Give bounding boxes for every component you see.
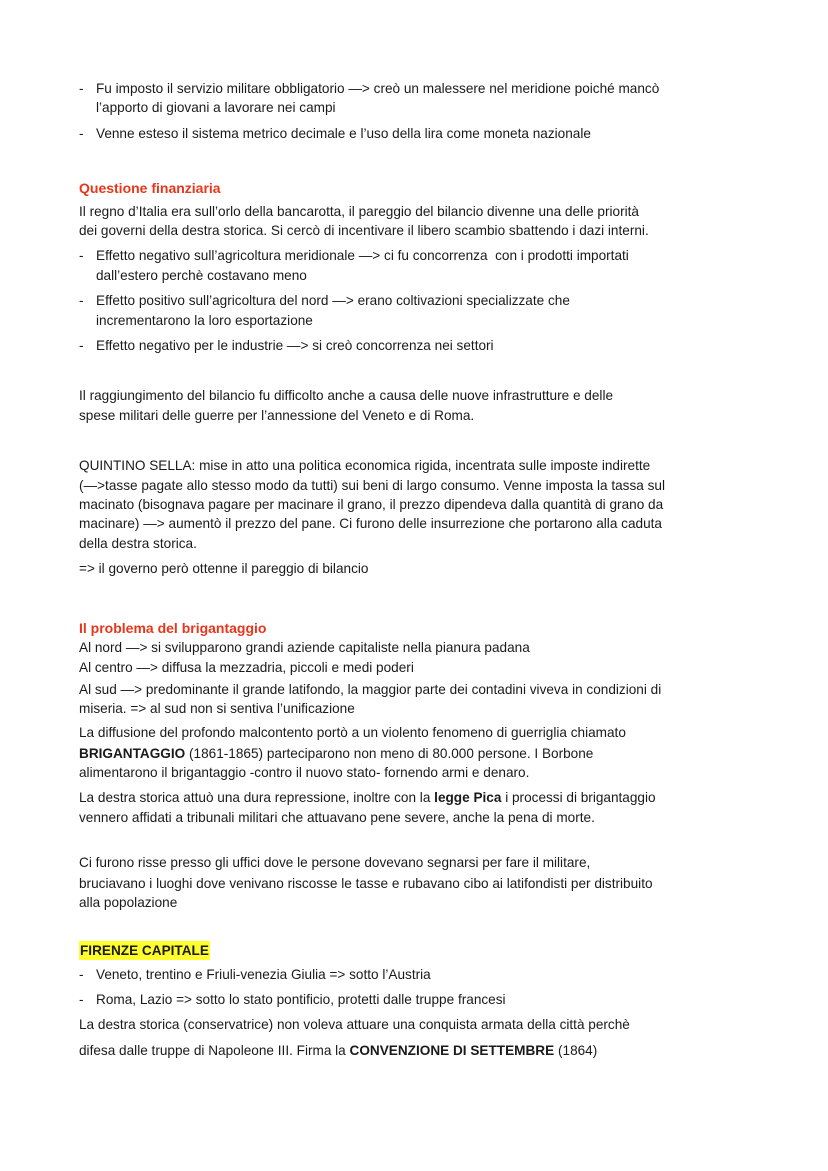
text-segment: Veneto, trentino e Friuli-venezia Giulia => sotto l’Austria	[96, 967, 431, 982]
text-line	[96, 292, 570, 310]
text-segment: miseria. => al sud non si sentiva l’unificazione	[79, 701, 355, 716]
text-segment: Al nord —> si svilupparono grandi aziende capitaliste nella pianura padana	[79, 640, 530, 655]
text-segment: (—>tasse pagate allo stesso modo da tutti) sui beni di largo consumo. Venne imposta la tassa sul	[79, 478, 665, 493]
highlighted-heading	[79, 942, 210, 960]
text-segment: Ci furono risse presso gli uffici dove le persone dovevano segnarsi per fare il militare,	[79, 855, 591, 870]
bullet-dash: -	[79, 967, 84, 982]
text-segment: vennero affidati a tribunali militari che attuavano pene severe, anche la pena di morte.	[79, 810, 595, 825]
text-segment: Al centro —> diffusa la mezzadria, piccoli e medi poderi	[79, 660, 414, 675]
bold-text: legge Pica	[434, 790, 502, 805]
text-line	[79, 457, 650, 475]
text-segment: Effetto negativo sull’agricoltura meridionale —> ci fu concorrenza con i prodotti importati	[96, 248, 629, 263]
text-segment: macinare) —> aumentò il prezzo del pane. Ci furono delle insurrezione che portarono alla caduta	[79, 516, 662, 531]
text-segment: (1864)	[554, 1043, 598, 1058]
text-segment: Roma, Lazio => sotto lo stato pontificio, protetti dalle truppe francesi	[96, 992, 506, 1007]
text-line	[96, 99, 336, 117]
text-line	[96, 125, 591, 143]
text-segment: La destra storica (conservatrice) non voleva attuare una conquista armata della città perchè	[79, 1017, 630, 1032]
text-line	[79, 1016, 630, 1034]
text-line	[79, 700, 355, 718]
text-segment: Effetto positivo sull’agricoltura del nord —> erano coltivazioni specializzate che	[96, 293, 570, 308]
text-line	[96, 966, 431, 984]
bullet-dash: -	[79, 126, 84, 141]
text-segment: Il problema del brigantaggio	[79, 620, 267, 636]
text-line	[79, 789, 656, 807]
text-line	[96, 337, 494, 355]
text-segment: macinato (bisognava pagare per macinare il grano, il prezzo dipendeva dalla quantità di grano da	[79, 497, 664, 512]
text-segment: della destra storica.	[79, 536, 197, 551]
section-heading	[79, 619, 266, 638]
text-segment: l’apporto di giovani a lavorare nei campi	[96, 100, 336, 115]
text-segment: FIRENZE CAPITALE	[80, 943, 209, 958]
text-line	[79, 659, 414, 677]
bold-text: BRIGANTAGGIO	[79, 746, 186, 761]
bullet-dash: -	[79, 81, 84, 96]
text-line	[79, 535, 197, 553]
text-line	[79, 764, 529, 782]
text-line	[96, 247, 629, 265]
text-segment: alla popolazione	[79, 895, 178, 910]
text-line	[79, 560, 368, 578]
text-segment: Fu imposto il servizio militare obbligatorio —> creò un malessere nel meridione poiché mancò	[96, 81, 660, 96]
text-line	[79, 496, 663, 514]
text-line	[79, 203, 639, 221]
text-segment: La diffusione del profondo malcontento portò a un violento fenomeno di guerriglia chiamato	[79, 725, 626, 740]
text-segment: La destra storica attuò una dura repressione, inoltre con la	[79, 790, 435, 805]
text-line	[79, 387, 613, 405]
text-line	[96, 991, 506, 1009]
text-segment: Il raggiungimento del bilancio fu difficolto anche a causa delle nuove infrastrutture e delle	[79, 388, 614, 403]
section-heading	[79, 179, 221, 198]
text-segment: i processi di brigantaggio	[501, 790, 656, 805]
text-line	[79, 639, 530, 657]
text-segment: Il regno d’Italia era sull’orlo della bancarotta, il pareggio del bilancio divenne una delle priorità	[79, 204, 639, 219]
text-line	[79, 894, 177, 912]
text-line	[79, 809, 595, 827]
text-segment: QUINTINO SELLA: mise in atto una politica economica rigida, incentrata sulle imposte indirette	[79, 458, 651, 473]
text-segment: => il governo però ottenne il pareggio di bilancio	[79, 561, 369, 576]
text-line	[96, 267, 307, 285]
text-segment: alimentarono il brigantaggio -contro il nuovo stato- fornendo armi e denaro.	[79, 765, 530, 780]
text-segment: dall’estero perchè costavano meno	[96, 268, 307, 283]
text-segment: incrementarono la loro esportazione	[96, 313, 313, 328]
text-line	[79, 875, 653, 893]
text-line	[79, 724, 626, 742]
text-line	[79, 745, 593, 763]
text-line	[96, 312, 313, 330]
bullet-dash: -	[79, 293, 84, 308]
bullet-dash: -	[79, 992, 84, 1007]
text-line	[79, 407, 474, 425]
bold-text: CONVENZIONE DI SETTEMBRE	[349, 1043, 555, 1058]
text-segment: Questione finanziaria	[79, 180, 221, 196]
text-segment: (1861-1865) parteciparono non meno di 80.000 persone. I Borbone	[185, 746, 594, 761]
text-line	[79, 515, 662, 533]
text-segment: Effetto negativo per le industrie —> si creò concorrenza nei settori	[96, 338, 494, 353]
text-line	[79, 477, 665, 495]
text-line	[79, 222, 649, 240]
text-segment: Al sud —> predominante il grande latifondo, la maggior parte dei contadini viveva in condizioni di	[79, 682, 662, 697]
text-segment: dei governi della destra storica. Si cercò di incentivare il libero scambio sbattendo i dazi interni.	[79, 223, 649, 238]
text-segment: spese militari delle guerre per l’annessione del Veneto e di Roma.	[79, 408, 475, 423]
text-line	[79, 854, 590, 872]
bullet-dash: -	[79, 338, 84, 353]
text-line	[96, 80, 659, 98]
text-line	[79, 681, 661, 699]
text-segment: Venne esteso il sistema metrico decimale e l’uso della lira come moneta nazionale	[96, 126, 591, 141]
text-segment: bruciavano i luoghi dove venivano riscosse le tasse e rubavano cibo ai latifondisti per distribuito	[79, 876, 653, 891]
text-segment: difesa dalle truppe di Napoleone III. Firma la	[79, 1043, 350, 1058]
text-line	[79, 1042, 597, 1060]
bullet-dash: -	[79, 248, 84, 263]
